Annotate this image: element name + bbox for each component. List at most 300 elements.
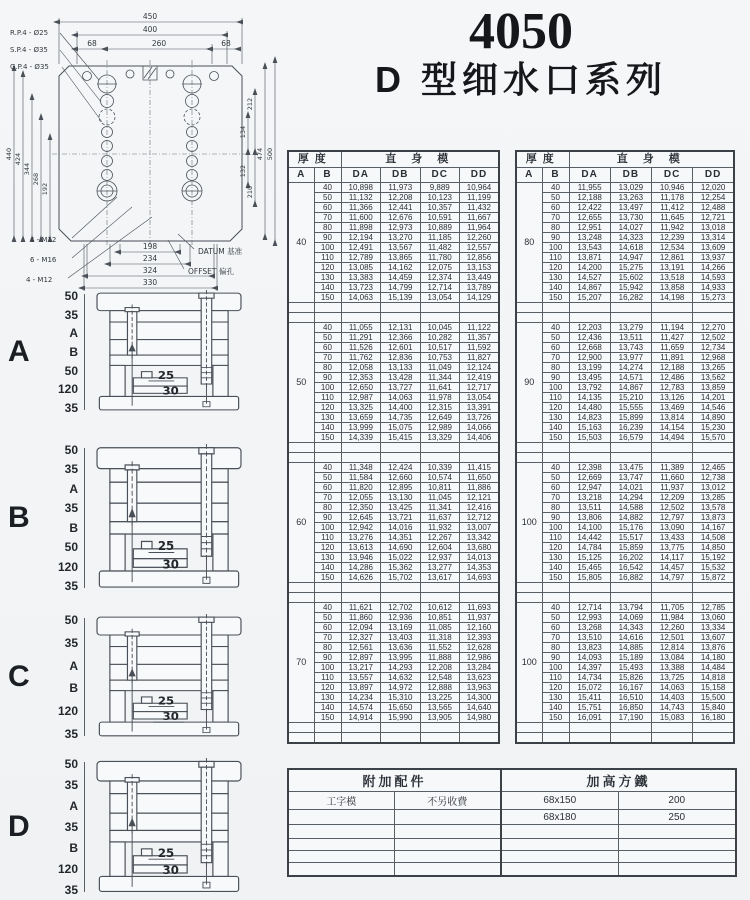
empty-cell: [460, 453, 500, 463]
table-row: [516, 373, 734, 383]
cell: 15,500: [693, 693, 734, 703]
cell: 15,840: [693, 703, 734, 713]
cell: 12,797: [652, 513, 693, 523]
empty-cell: [394, 839, 501, 851]
table-row: [516, 353, 734, 363]
cell: 120: [314, 683, 341, 693]
table-row: [516, 413, 734, 423]
cell: 50: [314, 613, 341, 623]
cell: 12,055: [341, 493, 381, 503]
empty-cell: [618, 851, 736, 863]
cell: 13,607: [693, 633, 734, 643]
column-header-b: B: [542, 168, 569, 183]
cell: 10,889: [420, 223, 460, 233]
cell: 13,217: [341, 663, 381, 673]
table-row: [516, 363, 734, 373]
cell: 40: [314, 463, 341, 473]
cell: 14,339: [341, 433, 381, 443]
cell: 13,865: [381, 253, 421, 263]
dim-label: 35: [64, 883, 78, 897]
empty-cell: [420, 313, 460, 323]
cell: 11,762: [341, 353, 381, 363]
dimension-labels: [36, 290, 78, 414]
cell: 130: [542, 553, 569, 563]
cell: 70: [314, 493, 341, 503]
empty-cell: [341, 443, 381, 453]
empty-cell: [652, 453, 693, 463]
column-header-da: DA: [341, 168, 381, 183]
cell: 80: [542, 503, 569, 513]
label-rp: R.P.4 - Ø25: [10, 29, 49, 37]
cell: 100: [542, 243, 569, 253]
cell: 14,286: [341, 563, 381, 573]
cell: 13,012: [693, 483, 734, 493]
empty-cell: [314, 313, 341, 323]
table-row: [516, 393, 734, 403]
table-row: [288, 353, 499, 363]
cell: 12,502: [693, 333, 734, 343]
dimension-labels: [36, 758, 78, 896]
cell: 13,823: [569, 643, 610, 653]
cell: 15,465: [569, 563, 610, 573]
cell: 11,600: [341, 213, 381, 223]
cell: 15,805: [569, 573, 610, 583]
cell: 60: [314, 483, 341, 493]
table-row: [516, 333, 734, 343]
empty-cell: [516, 723, 542, 733]
table-row: [516, 633, 734, 643]
cell: 15,751: [569, 703, 610, 713]
empty-cell: [288, 810, 394, 825]
empty-cell: [610, 593, 651, 603]
cell: 14,508: [693, 533, 734, 543]
cell: 13,153: [460, 263, 500, 273]
empty-cell: [420, 723, 460, 733]
cell: 16,180: [693, 713, 734, 723]
table-row: [288, 213, 499, 223]
cell: 60: [314, 343, 341, 353]
mold-diagram-d: [6, 756, 282, 898]
cell: 14,300: [460, 693, 500, 703]
dim-330: 330: [142, 278, 158, 287]
empty-cell: [381, 723, 421, 733]
cell: 70: [314, 633, 341, 643]
table-row: [516, 683, 734, 693]
empty-cell: [394, 863, 501, 876]
table-row: [516, 663, 734, 673]
cell: 16,167: [610, 683, 651, 693]
label-m12-top: 4 - M12: [30, 236, 57, 244]
table-row: [516, 233, 734, 243]
cell: 11,357: [460, 333, 500, 343]
cell: 14,527: [569, 273, 610, 283]
table-row: [288, 513, 499, 523]
empty-cell: [460, 303, 500, 313]
cell: 110: [542, 673, 569, 683]
cell: 13,562: [693, 373, 734, 383]
diagram-letter: B: [8, 501, 30, 534]
table-row: [288, 643, 499, 653]
empty-cell: [652, 303, 693, 313]
empty-cell: [381, 313, 421, 323]
dim-label: 50: [64, 613, 78, 627]
cell: 12,947: [569, 483, 610, 493]
cell: 14,784: [569, 543, 610, 553]
cell: 13,963: [460, 683, 500, 693]
inner-dim-25: 25: [157, 369, 175, 382]
cell: 12,121: [460, 493, 500, 503]
cell: 16,579: [610, 433, 651, 443]
empty-cell: [610, 303, 651, 313]
cell: 150: [542, 433, 569, 443]
cell: 11,552: [420, 643, 460, 653]
cell: 13,794: [610, 603, 651, 613]
dim-label: 50: [64, 363, 78, 378]
cell: 10,851: [420, 613, 460, 623]
cell: 11,955: [569, 183, 610, 193]
technical-drawing: [2, 4, 288, 296]
cell: 14,266: [693, 263, 734, 273]
dim-label: A: [69, 799, 78, 813]
cell: 13,727: [381, 383, 421, 393]
cell: 50: [542, 613, 569, 623]
cell: 100: [314, 663, 341, 673]
cell: 14,351: [381, 533, 421, 543]
cell: 13,329: [420, 433, 460, 443]
table-row: [516, 513, 734, 523]
cell: 15,158: [693, 683, 734, 693]
dim-260: 260: [151, 39, 167, 48]
dim-label: A: [69, 481, 78, 496]
cell: 110: [314, 253, 341, 263]
empty-cell: [652, 313, 693, 323]
cell: 14,063: [381, 393, 421, 403]
table-row: [516, 293, 734, 303]
empty-cell: [288, 583, 314, 593]
dim-68-left: 68: [87, 39, 97, 48]
diagram-letter: C: [8, 660, 30, 693]
cell: 120: [314, 403, 341, 413]
empty-cell: [381, 443, 421, 453]
table-row: [288, 193, 499, 203]
empty-cell: [381, 733, 421, 744]
table-row: [288, 283, 499, 293]
cell: 11,932: [420, 523, 460, 533]
cell: 140: [542, 703, 569, 713]
cell: 120: [314, 543, 341, 553]
empty-cell: [394, 810, 501, 825]
cell: 14,480: [569, 403, 610, 413]
cell: 90: [314, 373, 341, 383]
cell: 12,209: [652, 493, 693, 503]
cell: 15,415: [381, 433, 421, 443]
cell: 13,054: [460, 393, 500, 403]
cell: 150: [314, 293, 341, 303]
cell: 15,570: [693, 433, 734, 443]
column-header-dc: DC: [420, 168, 460, 183]
cell: 60: [542, 203, 569, 213]
mold-cross-section: [90, 614, 248, 740]
header-straight-mold: 直 身 模: [569, 151, 734, 168]
mold-diagram-b: [6, 442, 282, 594]
empty-cell: [501, 851, 618, 863]
cell: 11,045: [420, 493, 460, 503]
cell: 11,637: [420, 513, 460, 523]
cell: 14,135: [569, 393, 610, 403]
cell: 11,827: [460, 353, 500, 363]
cell: 12,488: [693, 203, 734, 213]
table-row: [288, 233, 499, 243]
cell: 13,726: [460, 413, 500, 423]
cell: 70: [314, 213, 341, 223]
cell: 15,230: [693, 423, 734, 433]
cell: 12,398: [569, 463, 610, 473]
cell: 13,999: [341, 423, 381, 433]
spacer-row: [288, 593, 499, 603]
cell: 12,856: [460, 253, 500, 263]
dim-label: B: [69, 841, 78, 855]
cell: 130: [314, 413, 341, 423]
empty-cell: [288, 733, 314, 744]
cell: 13,873: [693, 513, 734, 523]
dimension-rail: [84, 618, 85, 736]
empty-cell: [610, 313, 651, 323]
table-row: [516, 493, 734, 503]
spacer-row: [288, 453, 499, 463]
accessory-cell: 工字模: [288, 792, 394, 810]
cell: 11,693: [460, 603, 500, 613]
cell: 13,623: [460, 673, 500, 683]
cell: 13,265: [693, 363, 734, 373]
cell: 11,650: [460, 473, 500, 483]
cell: 80: [314, 503, 341, 513]
cell: 11,621: [341, 603, 381, 613]
table-row: [288, 253, 499, 263]
cell: 12,020: [693, 183, 734, 193]
cell: 120: [542, 683, 569, 693]
cell: 14,403: [652, 693, 693, 703]
cell: 12,315: [420, 403, 460, 413]
cell: 14,914: [341, 713, 381, 723]
cell: 12,628: [460, 643, 500, 653]
spec-table-left: [287, 150, 500, 744]
cell: 11,178: [652, 193, 693, 203]
cell: 11,592: [460, 343, 500, 353]
cell: 110: [314, 533, 341, 543]
empty-cell: [288, 453, 314, 463]
empty-cell: [314, 593, 341, 603]
cell: 14,021: [610, 483, 651, 493]
cell: 80: [542, 643, 569, 653]
cell: 14,494: [652, 433, 693, 443]
cell: 15,072: [569, 683, 610, 693]
cell: 14,850: [693, 543, 734, 553]
cell: 14,799: [381, 283, 421, 293]
cell: 12,789: [341, 253, 381, 263]
table-row: [516, 693, 734, 703]
cell: 11,344: [420, 373, 460, 383]
inner-dim-25: 25: [157, 538, 175, 554]
cell: 12,714: [420, 283, 460, 293]
empty-cell: [618, 863, 736, 876]
cell: 13,721: [381, 513, 421, 523]
cell: 13,497: [610, 203, 651, 213]
table-row: [516, 503, 734, 513]
empty-cell: [341, 583, 381, 593]
cell: 14,323: [610, 233, 651, 243]
plate-outline: [59, 66, 242, 241]
empty-cell: [693, 443, 734, 453]
cell: 13,270: [381, 233, 421, 243]
column-header-db: DB: [610, 168, 651, 183]
cell: 15,602: [610, 273, 651, 283]
cell: 12,717: [460, 383, 500, 393]
dim-210: 210: [246, 185, 254, 199]
header-straight-mold: 直 身 模: [341, 151, 499, 168]
cell: 13,428: [381, 373, 421, 383]
empty-cell: [420, 303, 460, 313]
cell: 11,641: [420, 383, 460, 393]
empty-cell: [501, 839, 618, 851]
cell: 14,063: [341, 293, 381, 303]
empty-cell: [460, 593, 500, 603]
table-row: [288, 183, 499, 193]
cell: 15,517: [610, 533, 651, 543]
accessory-row: [288, 810, 736, 825]
accessory-row: [288, 851, 736, 863]
cell: 11,199: [460, 193, 500, 203]
cell: 12,350: [341, 503, 381, 513]
cell: 12,861: [652, 253, 693, 263]
cell: 140: [314, 703, 341, 713]
cell: 12,936: [381, 613, 421, 623]
cell: 100: [542, 383, 569, 393]
empty-cell: [381, 303, 421, 313]
cell: 12,655: [569, 213, 610, 223]
table-row: [288, 273, 499, 283]
cell: 130: [542, 413, 569, 423]
cell: 14,442: [569, 533, 610, 543]
accessory-cell: 不另收費: [394, 792, 501, 810]
table-row: [288, 483, 499, 493]
table-row: [288, 703, 499, 713]
accessory-row: [288, 825, 736, 839]
table-row: [516, 623, 734, 633]
table-row: [288, 263, 499, 273]
cell: 12,124: [460, 363, 500, 373]
table-row: [516, 203, 734, 213]
empty-cell: [381, 453, 421, 463]
cell: 10,946: [652, 183, 693, 193]
table-row: [288, 623, 499, 633]
empty-cell: [460, 723, 500, 733]
table-row: [516, 713, 734, 723]
cell: 12,989: [420, 423, 460, 433]
cell: 11,194: [652, 323, 693, 333]
cell: 11,705: [652, 603, 693, 613]
dim-label: 50: [64, 289, 78, 303]
cell: 12,208: [420, 663, 460, 673]
cell: 14,618: [610, 243, 651, 253]
empty-cell: [460, 313, 500, 323]
cell: 11,891: [652, 353, 693, 363]
column-header-a: A: [516, 168, 542, 183]
empty-cell: [693, 583, 734, 593]
cell: 11,526: [341, 343, 381, 353]
cell: 16,850: [610, 703, 651, 713]
cell: 12,465: [693, 463, 734, 473]
cell: 14,947: [610, 253, 651, 263]
cell: 12,374: [420, 273, 460, 283]
cell: 14,867: [610, 383, 651, 393]
cell: 11,427: [652, 333, 693, 343]
cell: 15,503: [569, 433, 610, 443]
empty-cell: [288, 863, 394, 876]
inner-dim-30: 30: [162, 385, 179, 398]
cell: 100: [542, 523, 569, 533]
empty-cell: [610, 733, 651, 744]
cell: 10,612: [420, 603, 460, 613]
cell: 130: [542, 273, 569, 283]
empty-cell: [516, 583, 542, 593]
cell: 11,645: [652, 213, 693, 223]
cell: 150: [314, 433, 341, 443]
dim-440: 440: [5, 147, 13, 161]
cell: 14,400: [381, 403, 421, 413]
column-header-dc: DC: [652, 168, 693, 183]
table-row: [516, 643, 734, 653]
cell: 13,725: [652, 673, 693, 683]
cell: 15,650: [381, 703, 421, 713]
cell: 16,510: [610, 693, 651, 703]
size-table-left: [287, 150, 500, 744]
cell: 90: [542, 653, 569, 663]
cell: 12,900: [569, 353, 610, 363]
dim-424: 424: [14, 152, 22, 166]
cell: 12,501: [652, 633, 693, 643]
cell: 13,789: [460, 283, 500, 293]
column-header-dd: DD: [693, 168, 734, 183]
empty-cell: [569, 733, 610, 744]
dim-500: 500: [266, 147, 274, 161]
empty-cell: [288, 443, 314, 453]
cell: 12,783: [652, 383, 693, 393]
dim-132: 132: [239, 164, 247, 178]
empty-cell: [652, 723, 693, 733]
cell: 14,693: [460, 573, 500, 583]
empty-cell: [569, 583, 610, 593]
diagram-letter: A: [8, 335, 30, 368]
cell: 14,117: [652, 553, 693, 563]
empty-cell: [460, 733, 500, 744]
empty-cell: [618, 825, 736, 839]
dim-label: A: [69, 326, 78, 341]
empty-cell: [569, 443, 610, 453]
inner-dim-25: 25: [157, 694, 175, 708]
cell: 13,199: [569, 363, 610, 373]
cell: 12,604: [420, 543, 460, 553]
cell: 13,905: [420, 713, 460, 723]
accessory-cell: 68x180: [501, 810, 618, 825]
empty-cell: [652, 583, 693, 593]
cell: 12,393: [460, 633, 500, 643]
empty-cell: [693, 453, 734, 463]
dimension-rail: [84, 762, 85, 892]
cell: 10,591: [420, 213, 460, 223]
table-row: [516, 383, 734, 393]
cell: 13,403: [381, 633, 421, 643]
cell: 70: [542, 353, 569, 363]
